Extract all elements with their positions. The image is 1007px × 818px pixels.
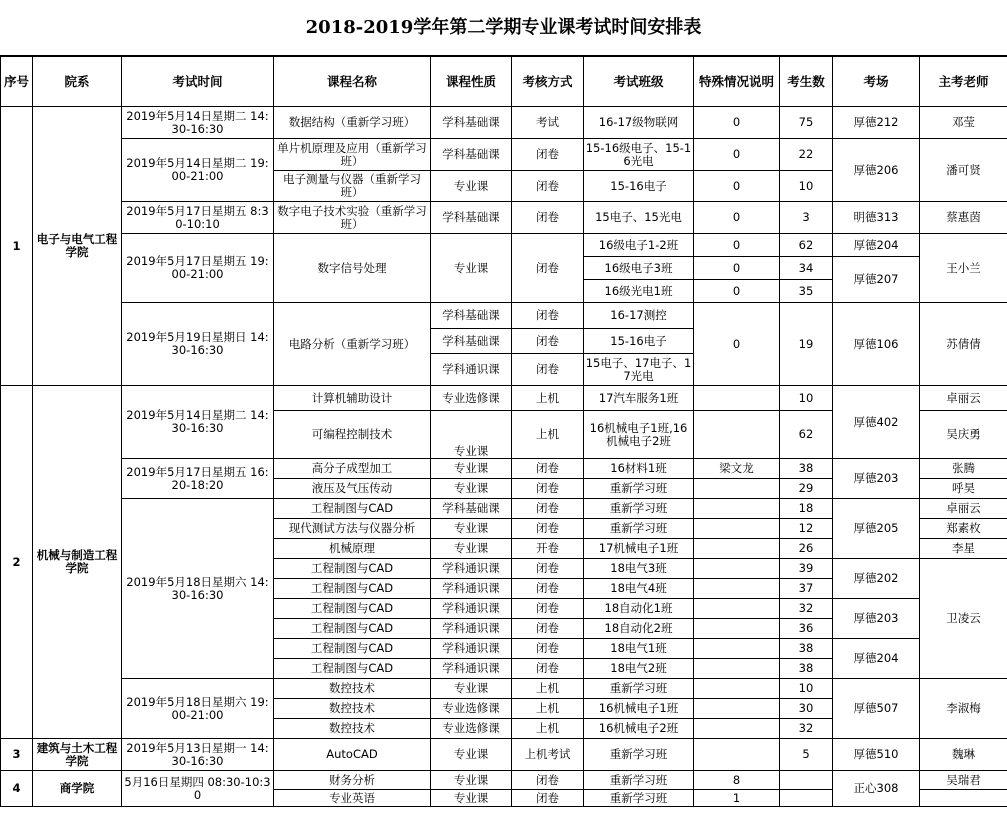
class-cell: 15-16电子 xyxy=(584,171,694,202)
course-cell: 财务分析 xyxy=(274,771,431,790)
header-nature: 课程性质 xyxy=(431,57,512,107)
count-cell: 37 xyxy=(780,579,833,599)
table-row xyxy=(1,202,1007,234)
teacher-cell: 李淑梅 xyxy=(920,679,1007,739)
class-cell: 16-17级物联网 xyxy=(584,107,694,139)
course-cell: 工程制图与CAD xyxy=(274,599,431,619)
seq-cell: 2 xyxy=(1,386,33,739)
method-cell: 闭卷 xyxy=(512,303,584,329)
method-cell: 闭卷 xyxy=(512,479,584,499)
course-cell: 工程制图与CAD xyxy=(274,659,431,679)
teacher-cell: 李星 xyxy=(920,539,1007,559)
special-cell: 0 xyxy=(694,171,780,202)
class-cell: 15电子、17电子、17光电 xyxy=(584,354,694,386)
header-seq: 序号 xyxy=(1,57,33,107)
course-cell: 机械原理 xyxy=(274,539,431,559)
count-cell: 38 xyxy=(780,639,833,659)
table-row xyxy=(1,771,1007,790)
header-teacher: 主考老师 xyxy=(920,57,1007,107)
nature-cell: 专业课 xyxy=(431,459,512,479)
nature-cell: 学科通识课 xyxy=(431,559,512,579)
class-cell: 18电气1班 xyxy=(584,639,694,659)
count-cell: 3 xyxy=(780,202,833,234)
special-cell xyxy=(694,499,780,519)
count-cell: 36 xyxy=(780,619,833,639)
count-cell: 29 xyxy=(780,479,833,499)
count-cell: 39 xyxy=(780,559,833,579)
teacher-cell: 吴瑞君 xyxy=(920,771,1007,790)
special-cell xyxy=(694,411,780,459)
class-cell: 16机械电子2班 xyxy=(584,719,694,739)
room-cell: 厚德206 xyxy=(833,139,920,202)
method-cell: 闭卷 xyxy=(512,599,584,619)
method-cell: 开卷 xyxy=(512,539,584,559)
special-cell xyxy=(694,679,780,699)
special-cell xyxy=(694,599,780,619)
table-row xyxy=(1,303,1007,329)
method-cell: 闭卷 xyxy=(512,790,584,807)
class-cell: 16-17测控 xyxy=(584,303,694,329)
special-cell: 8 xyxy=(694,771,780,790)
nature-cell: 学科基础课 xyxy=(431,329,512,354)
count-cell: 75 xyxy=(780,107,833,139)
class-cell: 17汽车服务1班 xyxy=(584,386,694,411)
nature-cell: 专业课 xyxy=(431,539,512,559)
course-cell: 液压及气压传动 xyxy=(274,479,431,499)
course-cell: 数控技术 xyxy=(274,719,431,739)
teacher-cell: 邓莹 xyxy=(920,107,1007,139)
special-cell xyxy=(694,639,780,659)
special-cell xyxy=(694,559,780,579)
nature-cell: 学科通识课 xyxy=(431,579,512,599)
special-cell xyxy=(694,699,780,719)
count-cell xyxy=(780,790,833,807)
special-cell: 0 xyxy=(694,234,780,257)
count-cell: 38 xyxy=(780,659,833,679)
special-cell xyxy=(694,739,780,771)
room-cell: 厚德204 xyxy=(833,234,920,257)
teacher-cell: 魏琳 xyxy=(920,739,1007,771)
table-row xyxy=(1,107,1007,139)
method-cell: 闭卷 xyxy=(512,171,584,202)
count-cell: 34 xyxy=(780,257,833,280)
dept-cell: 电子与电气工程学院 xyxy=(33,107,122,386)
teacher-cell xyxy=(920,790,1007,807)
teacher-cell: 卫凌云 xyxy=(920,559,1007,679)
course-cell: 数字信号处理 xyxy=(274,234,431,303)
header-time: 考试时间 xyxy=(122,57,274,107)
count-cell: 30 xyxy=(780,699,833,719)
class-cell: 重新学习班 xyxy=(584,679,694,699)
class-cell: 16材料1班 xyxy=(584,459,694,479)
teacher-cell: 潘可贤 xyxy=(920,139,1007,202)
time-cell: 5月16日星期四 08:30-10:30 xyxy=(122,771,274,807)
class-cell: 重新学习班 xyxy=(584,771,694,790)
header-count: 考生数 xyxy=(780,57,833,107)
course-cell: 现代测试方法与仪器分析 xyxy=(274,519,431,539)
nature-cell: 专业课 xyxy=(431,771,512,790)
nature-cell: 专业选修课 xyxy=(431,386,512,411)
course-cell: 工程制图与CAD xyxy=(274,559,431,579)
class-cell: 重新学习班 xyxy=(584,499,694,519)
count-cell: 10 xyxy=(780,171,833,202)
teacher-cell: 吴庆勇 xyxy=(920,411,1007,459)
count-cell: 22 xyxy=(780,139,833,171)
header-dept: 院系 xyxy=(33,57,122,107)
class-cell: 16机械电子1班,16机械电子2班 xyxy=(584,411,694,459)
method-cell: 上机 xyxy=(512,411,584,459)
nature-cell: 学科通识课 xyxy=(431,599,512,619)
count-cell: 26 xyxy=(780,539,833,559)
class-cell: 重新学习班 xyxy=(584,519,694,539)
course-cell: 工程制图与CAD xyxy=(274,619,431,639)
method-cell: 闭卷 xyxy=(512,639,584,659)
time-cell: 2019年5月18日星期六 14:30-16:30 xyxy=(122,499,274,679)
nature-cell: 学科基础课 xyxy=(431,107,512,139)
room-cell: 厚德212 xyxy=(833,107,920,139)
count-cell xyxy=(780,771,833,790)
course-cell: 专业英语 xyxy=(274,790,431,807)
time-cell: 2019年5月13日星期一 14:30-16:30 xyxy=(122,739,274,771)
method-cell: 闭卷 xyxy=(512,579,584,599)
header-special: 特殊情况说明 xyxy=(694,57,780,107)
table-row xyxy=(1,386,1007,411)
class-cell: 16级光电1班 xyxy=(584,280,694,303)
nature-cell: 学科基础课 xyxy=(431,303,512,329)
method-cell: 闭卷 xyxy=(512,459,584,479)
time-cell: 2019年5月14日星期二 14:30-16:30 xyxy=(122,386,274,459)
header-row xyxy=(1,57,1007,107)
special-cell xyxy=(694,719,780,739)
class-cell: 18电气4班 xyxy=(584,579,694,599)
room-cell: 厚德204 xyxy=(833,639,920,679)
count-cell: 62 xyxy=(780,411,833,459)
room-cell: 厚德507 xyxy=(833,679,920,739)
nature-cell: 学科通识课 xyxy=(431,659,512,679)
special-cell: 0 xyxy=(694,257,780,280)
nature-cell: 专业课 xyxy=(431,679,512,699)
count-cell: 19 xyxy=(780,303,833,386)
room-cell: 厚德402 xyxy=(833,386,920,459)
teacher-cell: 卓丽云 xyxy=(920,499,1007,519)
table-row xyxy=(1,739,1007,771)
method-cell: 闭卷 xyxy=(512,559,584,579)
method-cell: 闭卷 xyxy=(512,202,584,234)
count-cell: 35 xyxy=(780,280,833,303)
count-cell: 10 xyxy=(780,679,833,699)
method-cell: 闭卷 xyxy=(512,659,584,679)
special-cell xyxy=(694,539,780,559)
special-cell xyxy=(694,579,780,599)
special-cell xyxy=(694,619,780,639)
room-cell: 厚德203 xyxy=(833,599,920,639)
count-cell: 12 xyxy=(780,519,833,539)
special-cell: 1 xyxy=(694,790,780,807)
room-cell: 明德313 xyxy=(833,202,920,234)
table-row xyxy=(1,139,1007,171)
nature-cell: 专业课 xyxy=(431,790,512,807)
class-cell: 重新学习班 xyxy=(584,479,694,499)
time-cell: 2019年5月17日星期五 19:00-21:00 xyxy=(122,234,274,303)
special-cell xyxy=(694,659,780,679)
special-cell xyxy=(694,519,780,539)
course-cell: 数字电子技术实验（重新学习班） xyxy=(274,202,431,234)
table-row xyxy=(1,234,1007,257)
method-cell: 闭卷 xyxy=(512,519,584,539)
time-cell: 2019年5月14日星期二 19:00-21:00 xyxy=(122,139,274,202)
class-cell: 15电子、15光电 xyxy=(584,202,694,234)
teacher-cell: 卓丽云 xyxy=(920,386,1007,411)
class-cell: 重新学习班 xyxy=(584,790,694,807)
class-cell: 18自动化1班 xyxy=(584,599,694,619)
nature-cell: 学科基础课 xyxy=(431,202,512,234)
special-cell: 0 xyxy=(694,202,780,234)
teacher-cell: 呼昊 xyxy=(920,479,1007,499)
room-cell: 正心308 xyxy=(833,771,920,807)
header-method: 考核方式 xyxy=(512,57,584,107)
nature-cell: 专业课 xyxy=(431,519,512,539)
class-cell: 16级电子1-2班 xyxy=(584,234,694,257)
time-cell: 2019年5月19日星期日 14:30-16:30 xyxy=(122,303,274,386)
teacher-cell: 郑素枚 xyxy=(920,519,1007,539)
course-cell: 计算机辅助设计 xyxy=(274,386,431,411)
dept-cell: 商学院 xyxy=(33,771,122,807)
teacher-cell: 王小兰 xyxy=(920,234,1007,303)
teacher-cell: 张腾 xyxy=(920,459,1007,479)
room-cell: 厚德203 xyxy=(833,459,920,499)
header-class: 考试班级 xyxy=(584,57,694,107)
dept-cell: 建筑与土木工程学院 xyxy=(33,739,122,771)
seq-cell: 3 xyxy=(1,739,33,771)
dept-cell: 机械与制造工程学院 xyxy=(33,386,122,739)
room-cell: 厚德106 xyxy=(833,303,920,386)
nature-cell: 学科基础课 xyxy=(431,139,512,171)
course-cell: 单片机原理及应用（重新学习班） xyxy=(274,139,431,171)
course-cell: 电子测量与仪器（重新学习班） xyxy=(274,171,431,202)
exam-schedule-table xyxy=(0,56,1007,807)
course-cell: 高分子成型加工 xyxy=(274,459,431,479)
course-cell: 工程制图与CAD xyxy=(274,579,431,599)
class-cell: 重新学习班 xyxy=(584,739,694,771)
teacher-cell: 苏倩倩 xyxy=(920,303,1007,386)
nature-cell: 学科通识课 xyxy=(431,354,512,386)
nature-cell: 学科通识课 xyxy=(431,639,512,659)
room-cell: 厚德510 xyxy=(833,739,920,771)
count-cell: 18 xyxy=(780,499,833,519)
table-row xyxy=(1,679,1007,699)
special-cell: 0 xyxy=(694,280,780,303)
nature-cell: 学科通识课 xyxy=(431,619,512,639)
page-title: 2018-2019学年第二学期专业课考试时间安排表 xyxy=(0,0,1007,56)
class-cell: 18自动化2班 xyxy=(584,619,694,639)
method-cell: 闭卷 xyxy=(512,139,584,171)
method-cell: 考试 xyxy=(512,107,584,139)
method-cell: 闭卷 xyxy=(512,234,584,303)
method-cell: 上机 xyxy=(512,679,584,699)
nature-cell: 专业课 xyxy=(431,479,512,499)
class-cell: 15-16级电子、15-16光电 xyxy=(584,139,694,171)
count-cell: 32 xyxy=(780,599,833,619)
course-cell: 数控技术 xyxy=(274,679,431,699)
seq-cell: 1 xyxy=(1,107,33,386)
table-row xyxy=(1,499,1007,519)
special-cell: 0 xyxy=(694,303,780,386)
special-cell xyxy=(694,479,780,499)
header-course: 课程名称 xyxy=(274,57,431,107)
course-cell: 工程制图与CAD xyxy=(274,499,431,519)
table-row xyxy=(1,459,1007,479)
class-cell: 17机械电子1班 xyxy=(584,539,694,559)
class-cell: 16机械电子1班 xyxy=(584,699,694,719)
nature-cell: 专业课 xyxy=(431,411,512,459)
special-cell: 梁文龙 xyxy=(694,459,780,479)
count-cell: 62 xyxy=(780,234,833,257)
time-cell: 2019年5月14日星期二 14:30-16:30 xyxy=(122,107,274,139)
class-cell: 18电气2班 xyxy=(584,659,694,679)
method-cell: 上机 xyxy=(512,699,584,719)
special-cell: 0 xyxy=(694,139,780,171)
class-cell: 16级电子3班 xyxy=(584,257,694,280)
nature-cell: 专业课 xyxy=(431,234,512,303)
header-room: 考场 xyxy=(833,57,920,107)
course-cell: 可编程控制技术 xyxy=(274,411,431,459)
teacher-cell: 蔡惠茵 xyxy=(920,202,1007,234)
count-cell: 10 xyxy=(780,386,833,411)
class-cell: 18电气3班 xyxy=(584,559,694,579)
nature-cell: 专业课 xyxy=(431,171,512,202)
method-cell: 闭卷 xyxy=(512,499,584,519)
method-cell: 上机考试 xyxy=(512,739,584,771)
count-cell: 5 xyxy=(780,739,833,771)
method-cell: 上机 xyxy=(512,719,584,739)
course-cell: 数控技术 xyxy=(274,699,431,719)
method-cell: 上机 xyxy=(512,386,584,411)
course-cell: 数据结构（重新学习班） xyxy=(274,107,431,139)
course-cell: AutoCAD xyxy=(274,739,431,771)
seq-cell: 4 xyxy=(1,771,33,807)
method-cell: 闭卷 xyxy=(512,329,584,354)
course-cell: 电路分析（重新学习班） xyxy=(274,303,431,386)
method-cell: 闭卷 xyxy=(512,771,584,790)
nature-cell: 学科基础课 xyxy=(431,499,512,519)
nature-cell: 专业选修课 xyxy=(431,699,512,719)
room-cell: 厚德207 xyxy=(833,257,920,303)
time-cell: 2019年5月17日星期五 16:20-18:20 xyxy=(122,459,274,499)
special-cell: 0 xyxy=(694,107,780,139)
class-cell: 15-16电子 xyxy=(584,329,694,354)
count-cell: 32 xyxy=(780,719,833,739)
method-cell: 闭卷 xyxy=(512,354,584,386)
nature-cell: 专业选修课 xyxy=(431,719,512,739)
nature-cell: 专业课 xyxy=(431,739,512,771)
count-cell: 38 xyxy=(780,459,833,479)
time-cell: 2019年5月18日星期六 19:00-21:00 xyxy=(122,679,274,739)
course-cell: 工程制图与CAD xyxy=(274,639,431,659)
special-cell xyxy=(694,386,780,411)
room-cell: 厚德202 xyxy=(833,559,920,599)
time-cell: 2019年5月17日星期五 8:30-10:10 xyxy=(122,202,274,234)
method-cell: 闭卷 xyxy=(512,619,584,639)
room-cell: 厚德205 xyxy=(833,499,920,559)
